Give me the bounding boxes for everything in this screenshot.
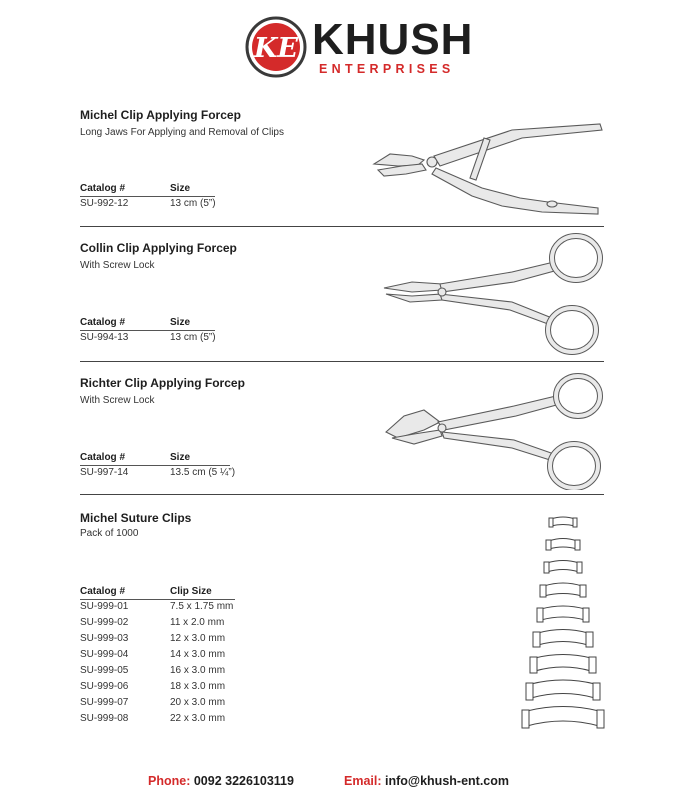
clip-icon <box>526 680 600 700</box>
clip-icon <box>549 517 577 527</box>
clip-size: 18 x 3.0 mm <box>170 681 226 692</box>
table-rule <box>80 599 235 600</box>
clip-icon <box>537 606 589 622</box>
size-value: 13.5 cm (5 ¼”) <box>170 467 236 478</box>
product-subtitle: Long Jaws For Applying and Removal of Clips <box>80 127 284 138</box>
phone-number[interactable]: 0092 3226103119 <box>193 774 294 788</box>
clip-size: 7.5 x 1.75 mm <box>170 601 234 612</box>
catalog-number: SU-999-03 <box>80 633 129 644</box>
size-value: 13 cm (5”) <box>170 332 216 343</box>
clip-icon <box>522 707 604 729</box>
monogram-text: KE <box>253 33 299 64</box>
clip-icon <box>530 655 596 674</box>
ke-monogram-icon <box>244 16 308 80</box>
catalog-number: SU-999-02 <box>80 617 129 628</box>
brand-logo <box>244 15 474 78</box>
footer-phone <box>148 774 294 788</box>
table-rule <box>80 330 215 331</box>
table-rule <box>80 196 215 197</box>
catalog-number: SU-999-08 <box>80 713 129 724</box>
catalog-number: SU-992-12 <box>80 198 129 209</box>
catalog-number: SU-999-07 <box>80 697 129 708</box>
section-divider <box>80 226 604 227</box>
clip-icon <box>540 583 586 597</box>
product-subtitle: With Screw Lock <box>80 260 155 271</box>
catalog-label: Catalog # <box>80 452 126 463</box>
section-divider <box>80 494 604 495</box>
footer-email <box>344 774 509 788</box>
catalog-number: SU-999-06 <box>80 681 129 692</box>
brand-tagline: ENTERPRISES <box>319 62 455 76</box>
clip-size: 20 x 3.0 mm <box>170 697 226 708</box>
catalog-label: Catalog # <box>80 586 126 597</box>
richter-forcep-illustration <box>384 372 608 490</box>
clip-size: 14 x 3.0 mm <box>170 649 226 660</box>
product-subtitle: With Screw Lock <box>80 395 155 406</box>
size-value: 13 cm (5”) <box>170 198 216 209</box>
clip-icon <box>546 539 580 551</box>
clip-size: 16 x 3.0 mm <box>170 665 226 676</box>
section-divider <box>80 361 604 362</box>
catalog-number: SU-997-14 <box>80 467 129 478</box>
catalog-number: SU-994-13 <box>80 332 129 343</box>
clip-size-label: Clip Size <box>170 586 212 597</box>
product-title: Richter Clip Applying Forcep <box>80 376 245 390</box>
clip-size: 11 x 2.0 mm <box>170 617 225 628</box>
michel-forcep-illustration <box>372 118 606 218</box>
catalog-label: Catalog # <box>80 317 126 328</box>
collin-forcep-illustration <box>382 232 608 356</box>
phone-label: Phone: <box>148 774 191 788</box>
product-title: Michel Clip Applying Forcep <box>80 108 241 122</box>
catalog-label: Catalog # <box>80 183 126 194</box>
suture-clips-illustration <box>515 512 615 744</box>
clip-icon <box>533 630 593 648</box>
size-label: Size <box>170 317 191 328</box>
clip-size: 12 x 3.0 mm <box>170 633 226 644</box>
table-rule <box>80 465 230 466</box>
product-title: Collin Clip Applying Forcep <box>80 241 237 255</box>
product-title: Michel Suture Clips <box>80 511 192 525</box>
brand-name: KHUSH <box>312 15 474 64</box>
email-address[interactable]: info@khush-ent.com <box>385 774 509 788</box>
email-label: Email: <box>344 774 382 788</box>
catalog-number: SU-999-05 <box>80 665 129 676</box>
clip-icon <box>544 561 582 574</box>
catalog-number: SU-999-01 <box>80 601 129 612</box>
catalog-number: SU-999-04 <box>80 649 129 660</box>
size-label: Size <box>170 452 191 463</box>
clip-size: 22 x 3.0 mm <box>170 713 226 724</box>
size-label: Size <box>170 183 191 194</box>
product-subtitle: Pack of 1000 <box>80 528 139 539</box>
